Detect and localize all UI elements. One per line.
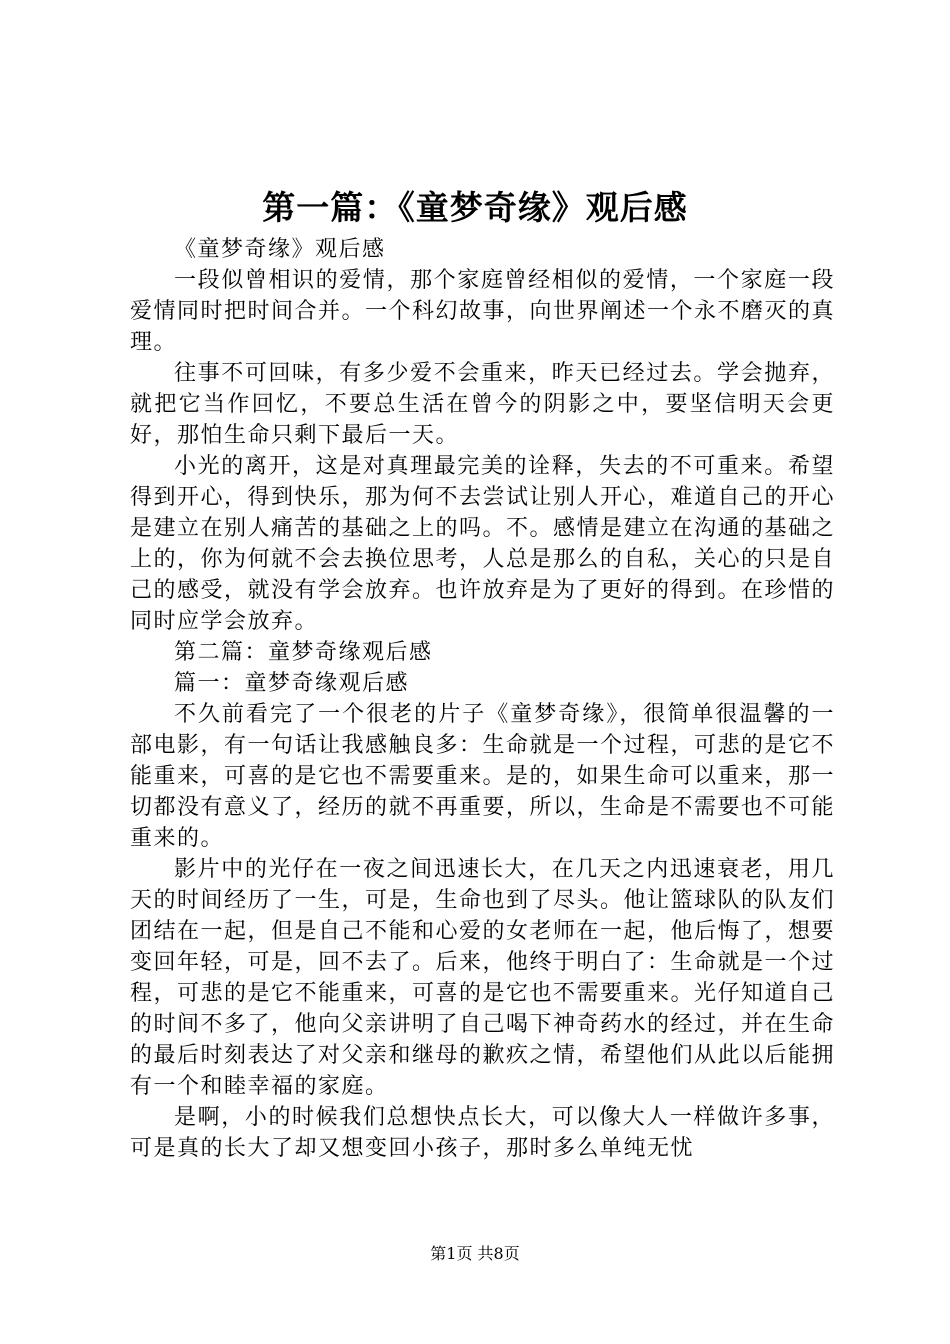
paragraph: 第二篇：童梦奇缘观后感 xyxy=(174,640,433,665)
document-body xyxy=(130,234,835,1164)
paragraph: 篇一：童梦奇缘观后感 xyxy=(174,671,410,696)
paragraph: 是啊，小的时候我们总想快点长大，可以像大人一样做许多事，可是真的长大了却又想变回小孩子，那时多么单纯无忧 xyxy=(130,1105,835,1161)
paragraph: 一段似曾相识的爱情，那个家庭曾经相似的爱情，一个家庭一段爱情同时把时间合并。一个科幻故事，向世界阐述一个永不磨灭的真理。 xyxy=(130,268,836,355)
paragraph: 《童梦奇缘》观后感 xyxy=(174,237,386,262)
paragraph: 影片中的光仔在一夜之间迅速长大，在几天之内迅速衰老，用几天的时间经历了一生，可是，生命也到了尽头。他让篮球队的队友们团结在一起，但是自己不能和心爱的女老师在一起，他后悔了，想要变回年轻，可是，回不去了。后来，他终于明白了：生命就是一个过程，可悲的是它不能重来，可喜的是它也不需要重来。光仔知道自己的时间不多了，他向父亲讲明了自己喝下神奇药水的经过，并在生命的最后时刻表达了对父亲和继母的歉疚之情，希望他们从此以后能拥有一个和睦幸福的家庭。 xyxy=(130,857,836,1099)
paragraph: 往事不可回味，有多少爱不会重来，昨天已经过去。学会抛弃，就把它当作回忆，不要总生活在曾今的阴影之中，要坚信明天会更好，那怕生命只剩下最后一天。 xyxy=(130,361,835,448)
paragraph: 小光的离开，这是对真理最完美的诠释，失去的不可重来。希望得到开心，得到快乐，那为何不去尝试让别人开心，难道自己的开心是建立在别人痛苦的基础之上的吗。不。感情是建立在沟通的基础之上的，你为何就不会去换位思考，人总是那么的自私，关心的只是自己的感受，就没有学会放弃。也许放弃是为了更好的得到。在珍惜的同时应学会放弃。 xyxy=(130,454,836,634)
paragraph: 不久前看完了一个很老的片子《童梦奇缘》，很简单很温馨的一部电影，有一句话让我感触良多：生命就是一个过程，可悲的是它不能重来，可喜的是它也不需要重来。是的，如果生命可以重来，那一切都没有意义了，经历的就不再重要，所以，生命是不需要也不可能重来的。 xyxy=(130,702,836,851)
page-footer: 第1页 共8页 xyxy=(430,1244,520,1263)
document-title: 第一篇：《童梦奇缘》观后感 xyxy=(262,188,688,227)
